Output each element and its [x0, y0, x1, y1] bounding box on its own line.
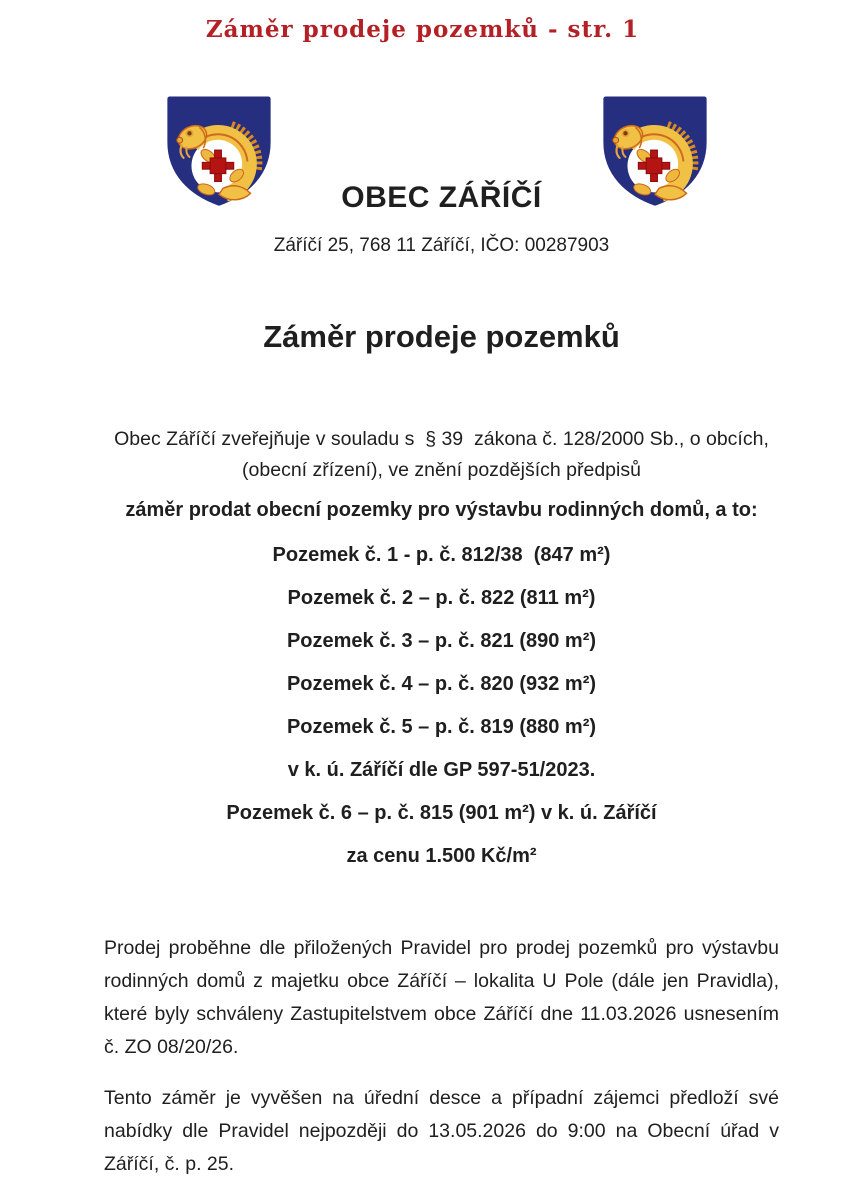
parcel-line-4: Pozemek č. 4 – p. č. 820 (932 m²) [286, 673, 597, 695]
intro-paragraph: Obec Záříčí zveřejňuje v souladu s § 39 zákona č. 128/2000 Sb., o obcích, (obecní zřízení), ve znění pozdějších předpisů [114, 428, 769, 481]
cadastral-line: v k. ú. Záříčí dle GP 597-51/2023. [287, 759, 596, 781]
page-header-title: Záměr prodeje pozemků - str. 1 [205, 16, 640, 43]
document-title: Záměr prodeje pozemků [263, 319, 620, 354]
letterhead [0, 91, 845, 257]
municipality-name: OBEC ZÁŘÍČÍ [341, 181, 542, 214]
parcel-list [0, 544, 845, 868]
rules-paragraph: Prodej proběhne dle přiložených Pravidel pro prodej pozemků pro výstavbu rodinných domů z majetku obce Záříčí – lokalita U Pole (dále jen Pravidla), které byly schváleny Zastupitelstvem obce Záříčí dne 11.03.2026 usnesením č. ZO 08/20/26. [104, 937, 779, 1058]
municipality-address: Záříčí 25, 768 11 Záříčí, IČO: 00287903 [273, 235, 610, 256]
notice-paragraph: Tento záměr je vyvěšen na úřední desce a případní zájemci předloží své nabídky dle Pravidel nejpozději do 13.05.2026 do 9:00 na Obecní úřad v Záříčí, č. p. 25. [104, 1087, 779, 1175]
parcel-line-3: Pozemek č. 3 – p. č. 821 (890 m²) [286, 630, 597, 652]
price-line: za cenu 1.500 Kč/m² [346, 845, 537, 867]
intent-line: záměr prodat obecní pozemky pro výstavbu rodinných domů, a to: [125, 499, 758, 521]
parcel-line-1: Pozemek č. 1 - p. č. 812/38 (847 m²) [272, 544, 611, 566]
parcel-line-5: Pozemek č. 5 – p. č. 819 (880 m²) [286, 716, 597, 738]
parcel-line-2: Pozemek č. 2 – p. č. 822 (811 m²) [287, 587, 596, 609]
parcel-line-6: Pozemek č. 6 – p. č. 815 (901 m²) v k. ú. Záříčí [226, 802, 657, 824]
